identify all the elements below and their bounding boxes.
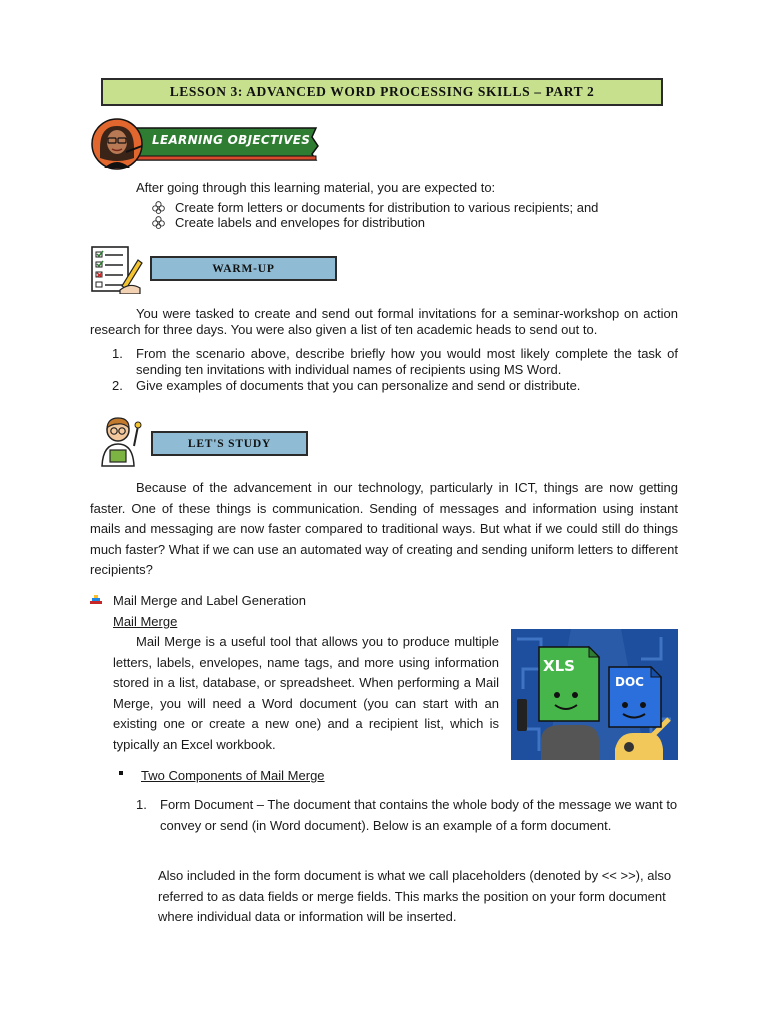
square-bullet-icon xyxy=(119,771,123,775)
list-item xyxy=(112,378,678,394)
learning-objectives-label: LEARNING OBJECTIVES xyxy=(152,133,311,147)
stack-bullet-icon xyxy=(89,593,103,612)
flower-bullet-icon xyxy=(152,216,165,229)
objective-text: Create labels and envelopes for distribution xyxy=(175,215,426,230)
mail-merge-subheading: Mail Merge xyxy=(113,614,178,629)
flower-bullet-icon xyxy=(152,201,165,214)
lets-study-paragraph: Because of the advancement in our technology, particularly in ICT, things are now getting faster. One of these things is communication. Sending of messages and information using instant mails and messaging are now faster compared to traditional ways. But what if we could still do things much faster? What if we can use an automated way of creating and sending uniform letters to different recipients? xyxy=(90,480,678,578)
lesson-title: LESSON 3: ADVANCED WORD PROCESSING SKILLS – PART 2 xyxy=(101,78,663,106)
item-text: Give examples of documents that you can personalize and send or distribute. xyxy=(136,378,581,393)
components-list xyxy=(136,795,678,836)
list-item xyxy=(136,795,678,836)
item-number: 2. xyxy=(112,378,123,393)
placeholder-note: Also included in the form document is what we call placeholders (denoted by << >>), also referred to as data fields or merge fields. This marks the position on your form document where individual data or information will be inserted. xyxy=(158,868,672,925)
warm-up-label: WARM-UP xyxy=(150,256,337,281)
student-reading-icon xyxy=(98,416,146,473)
mail-merge-heading: Mail Merge and Label Generation xyxy=(113,593,306,608)
list-item xyxy=(152,200,598,215)
mail-merge-paragraph: Mail Merge is a useful tool that allows you to produce multiple letters, labels, envelopes, name tags, and more using information stored in a list, database, or spreadsheet. When performing a Mail Merge, you will need a Word document (you can start with an existing one or create a new one) and a recipient list, which is typically an Excel workbook. xyxy=(113,634,499,752)
list-item xyxy=(112,346,678,378)
item-number: 1. xyxy=(112,346,123,361)
item-number: 1. xyxy=(136,797,147,812)
objective-text: Create form letters or documents for distribution to various recipients; and xyxy=(175,200,599,215)
item-text: Form Document – The document that contains the whole body of the message we want to convey or send (in Word document). Below is an example of a form document. xyxy=(160,797,678,833)
learning-objectives-banner xyxy=(90,118,320,170)
item-text: From the scenario above, describe briefly how you would most likely complete the task of sending ten invitations with individual names of recipients using MS Word. xyxy=(136,346,678,377)
checklist-icon xyxy=(90,244,144,299)
mail-merge-illustration xyxy=(511,629,678,760)
xls-label: XLS xyxy=(543,657,575,675)
list-item xyxy=(152,215,598,230)
warm-up-scenario: You were tasked to create and send out formal invitations for a seminar-workshop on action research for three days. You were also given a list of ten academic heads to send out to. xyxy=(90,306,678,337)
doc-label: DOC xyxy=(615,675,644,689)
warm-up-questions xyxy=(112,346,678,394)
objectives-intro: After going through this learning material, you are expected to: xyxy=(136,180,496,195)
objectives-list xyxy=(152,200,598,230)
lets-study-label: LET'S STUDY xyxy=(151,431,308,456)
components-heading: Two Components of Mail Merge xyxy=(141,768,325,783)
